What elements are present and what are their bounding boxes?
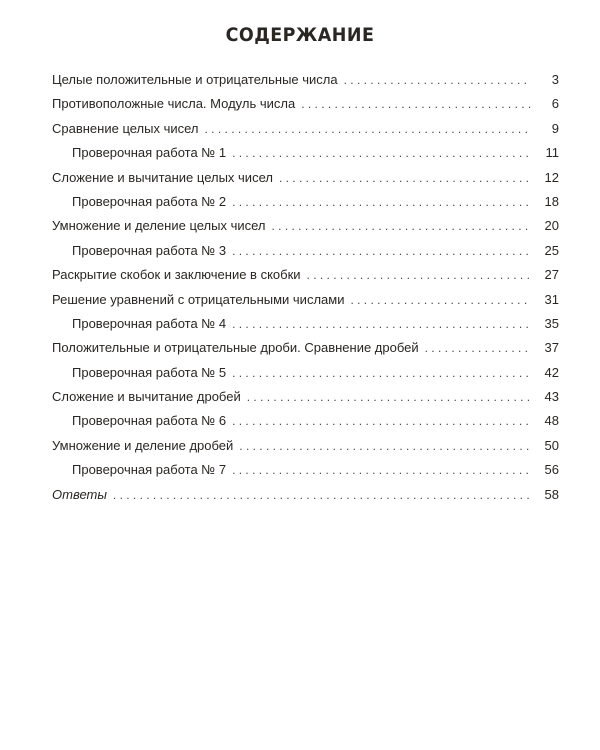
- toc-entry-title: Проверочная работа № 6: [72, 413, 227, 429]
- toc-page-number: 18: [544, 193, 559, 209]
- dot-leader: [272, 214, 532, 238]
- toc-entry-title: Проверочная работа № 1: [72, 145, 227, 161]
- dot-leader: [301, 92, 531, 116]
- toc-entry[interactable]: [52, 68, 559, 92]
- toc-page-number: 9: [551, 120, 559, 136]
- toc-subentry[interactable]: [52, 141, 559, 165]
- toc-page-number: 6: [551, 96, 559, 112]
- toc-page-number: 27: [544, 267, 559, 283]
- toc-page-number: 48: [544, 413, 559, 429]
- toc-subentry[interactable]: [52, 361, 559, 385]
- dot-leader: [279, 166, 531, 190]
- dot-leader: [232, 458, 531, 482]
- toc-entry-title: Проверочная работа № 7: [72, 462, 227, 478]
- toc-subentry[interactable]: [52, 239, 559, 263]
- toc-subentry[interactable]: [52, 190, 559, 214]
- dot-leader: [350, 288, 531, 312]
- toc-subentry[interactable]: [52, 458, 559, 482]
- dot-leader: [205, 117, 531, 141]
- toc-page-number: 42: [544, 364, 559, 380]
- dot-leader: [232, 409, 531, 433]
- toc-entry[interactable]: [52, 288, 559, 312]
- toc-entry[interactable]: [52, 336, 559, 360]
- toc-entry[interactable]: [52, 92, 559, 116]
- toc-page-number: 58: [544, 486, 559, 502]
- toc-entry-title: Раскрытие скобок и заключение в скобки: [52, 267, 301, 283]
- dot-leader: [247, 385, 531, 409]
- dot-leader: [232, 361, 531, 385]
- toc-page-number: 35: [544, 315, 559, 331]
- toc-entry-title: Проверочная работа № 2: [72, 193, 227, 209]
- toc-entry-title: Положительные и отрицательные дроби. Сравнение дробей: [52, 340, 419, 356]
- toc-page-number: 56: [544, 462, 559, 478]
- toc-entry-title: Проверочная работа № 5: [72, 364, 227, 380]
- toc-entry[interactable]: [52, 483, 559, 507]
- toc-entry-title: Умножение и деление целых чисел: [52, 218, 266, 234]
- toc-entry[interactable]: [52, 263, 559, 287]
- toc-page-number: 50: [544, 437, 559, 453]
- dot-leader: [232, 312, 531, 336]
- dot-leader: [425, 336, 531, 360]
- toc-entry-title: Проверочная работа № 4: [72, 315, 227, 331]
- dot-leader: [113, 483, 531, 507]
- toc-entry-title: Противоположные числа. Модуль числа: [52, 96, 296, 112]
- dot-leader: [232, 141, 531, 165]
- toc-page-number: 37: [544, 340, 559, 356]
- toc-page-number: 25: [544, 242, 559, 258]
- toc-entry[interactable]: [52, 117, 559, 141]
- toc-subentry[interactable]: [52, 312, 559, 336]
- toc-page-number: 11: [545, 145, 559, 161]
- toc-page-number: 12: [544, 169, 559, 185]
- toc-entry-title: Ответы: [52, 486, 107, 502]
- table-of-contents: [52, 68, 559, 507]
- dot-leader: [232, 190, 531, 214]
- toc-entry-title: Сложение и вычитание дробей: [52, 389, 241, 405]
- toc-page-number: 43: [544, 389, 559, 405]
- toc-entry-title: Целые положительные и отрицательные числа: [52, 72, 338, 87]
- toc-entry[interactable]: [52, 166, 559, 190]
- toc-page-number: 31: [544, 291, 559, 307]
- toc-entry[interactable]: [52, 214, 559, 238]
- dot-leader: [344, 68, 531, 92]
- toc-entry-title: Умножение и деление дробей: [52, 437, 234, 453]
- toc-entry-title: Проверочная работа № 3: [72, 242, 227, 258]
- dot-leader: [232, 239, 531, 263]
- dot-leader: [239, 434, 531, 458]
- toc-subentry[interactable]: [52, 409, 559, 433]
- page-title: СОДЕРЖАНИЕ: [225, 24, 375, 46]
- toc-entry-title: Сложение и вычитание целых чисел: [52, 169, 273, 185]
- toc-entry[interactable]: [52, 434, 559, 458]
- toc-page-number: 20: [544, 218, 559, 234]
- toc-entry[interactable]: [52, 385, 559, 409]
- toc-entry-title: Сравнение целых чисел: [52, 120, 199, 136]
- toc-entry-title: Решение уравнений с отрицательными числами: [52, 291, 345, 307]
- dot-leader: [307, 263, 531, 287]
- toc-page-number: 3: [551, 72, 559, 87]
